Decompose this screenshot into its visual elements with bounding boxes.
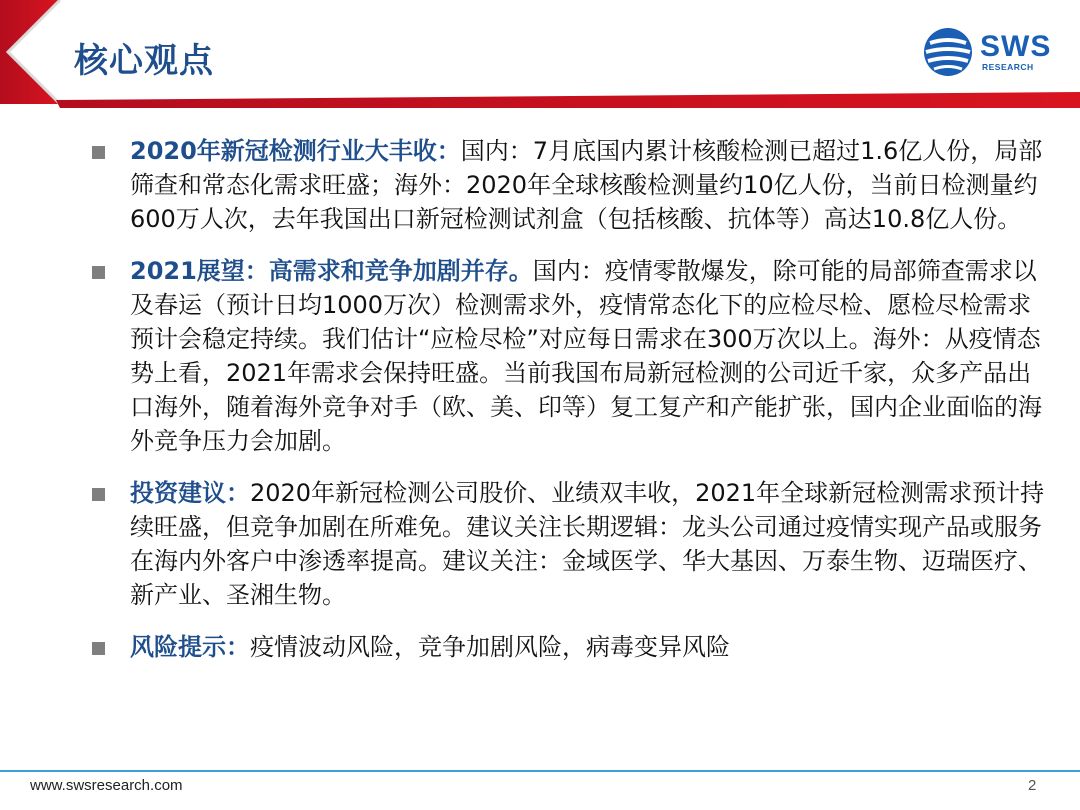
page-title: 核心观点	[74, 41, 214, 81]
bullet-item	[92, 630, 1052, 664]
square-bullet-icon	[92, 146, 105, 159]
header-band	[0, 0, 1080, 112]
square-bullet-icon	[92, 488, 105, 501]
bullet-text: 2020年新冠检测公司股价、业绩双丰收，2021年全球新冠检测需求预计持续旺盛，但竞争加剧在所难免。建议关注长期逻辑：龙头公司通过疫情实现产品或服务在海内外客户中渗透率提高。建议关注：金域医学、华大基因、万泰生物、迈瑞医疗、新产业、圣湘生物。	[130, 479, 1045, 609]
bullet-item	[92, 476, 1052, 612]
footer-url[interactable]: www.swsresearch.com	[30, 777, 183, 794]
key-points	[92, 134, 1052, 682]
bullet-text: 国内：7月底国内累计核酸检测已超过1.6亿人份，局部筛查和常态化需求旺盛；海外：2020年全球核酸检测量约10亿人份，当前日检测量约600万人次，去年我国出口新冠检测试剂盒（包括核酸、抗体等）高达10.8亿人份。	[130, 137, 1043, 233]
square-bullet-icon	[92, 642, 105, 655]
bullet-text: 国内：疫情零散爆发，除可能的局部筛查需求以及春运（预计日均1000万次）检测需求外，疫情常态化下的应检尽检、愿检尽检需求预计会稳定持续。我们估计“应检尽检”对应每日需求在300万次以上。海外：从疫情态势上看，2021年需求会保持旺盛。当前我国布局新冠检测的公司近千家，众多产品出口海外，随着海外竞争对手（欧、美、印等）复工复产和产能扩张，国内企业面临的海外竞争压力会加剧。	[130, 257, 1042, 455]
bullet-lead: 2021展望：高需求和竞争加剧并存。	[130, 257, 533, 285]
bullet-item	[92, 134, 1052, 236]
bullet-text: 疫情波动风险，竞争加剧风险，病毒变异风险	[250, 633, 730, 661]
bullet-lead: 2020年新冠检测行业大丰收：	[130, 137, 461, 165]
logo-subtitle: RESEARCH	[982, 62, 1034, 72]
square-bullet-icon	[92, 266, 105, 279]
header-bottom-bar	[56, 92, 1080, 108]
bullet-lead: 投资建议：	[130, 479, 250, 507]
logo-wordmark: SWS	[980, 30, 1052, 63]
page-number: 2	[1028, 777, 1037, 794]
sws-logo	[922, 26, 1062, 82]
bullet-item	[92, 254, 1052, 458]
bullet-lead: 风险提示：	[130, 633, 250, 661]
sws-globe-icon	[922, 26, 978, 82]
footer-divider	[0, 770, 1080, 772]
